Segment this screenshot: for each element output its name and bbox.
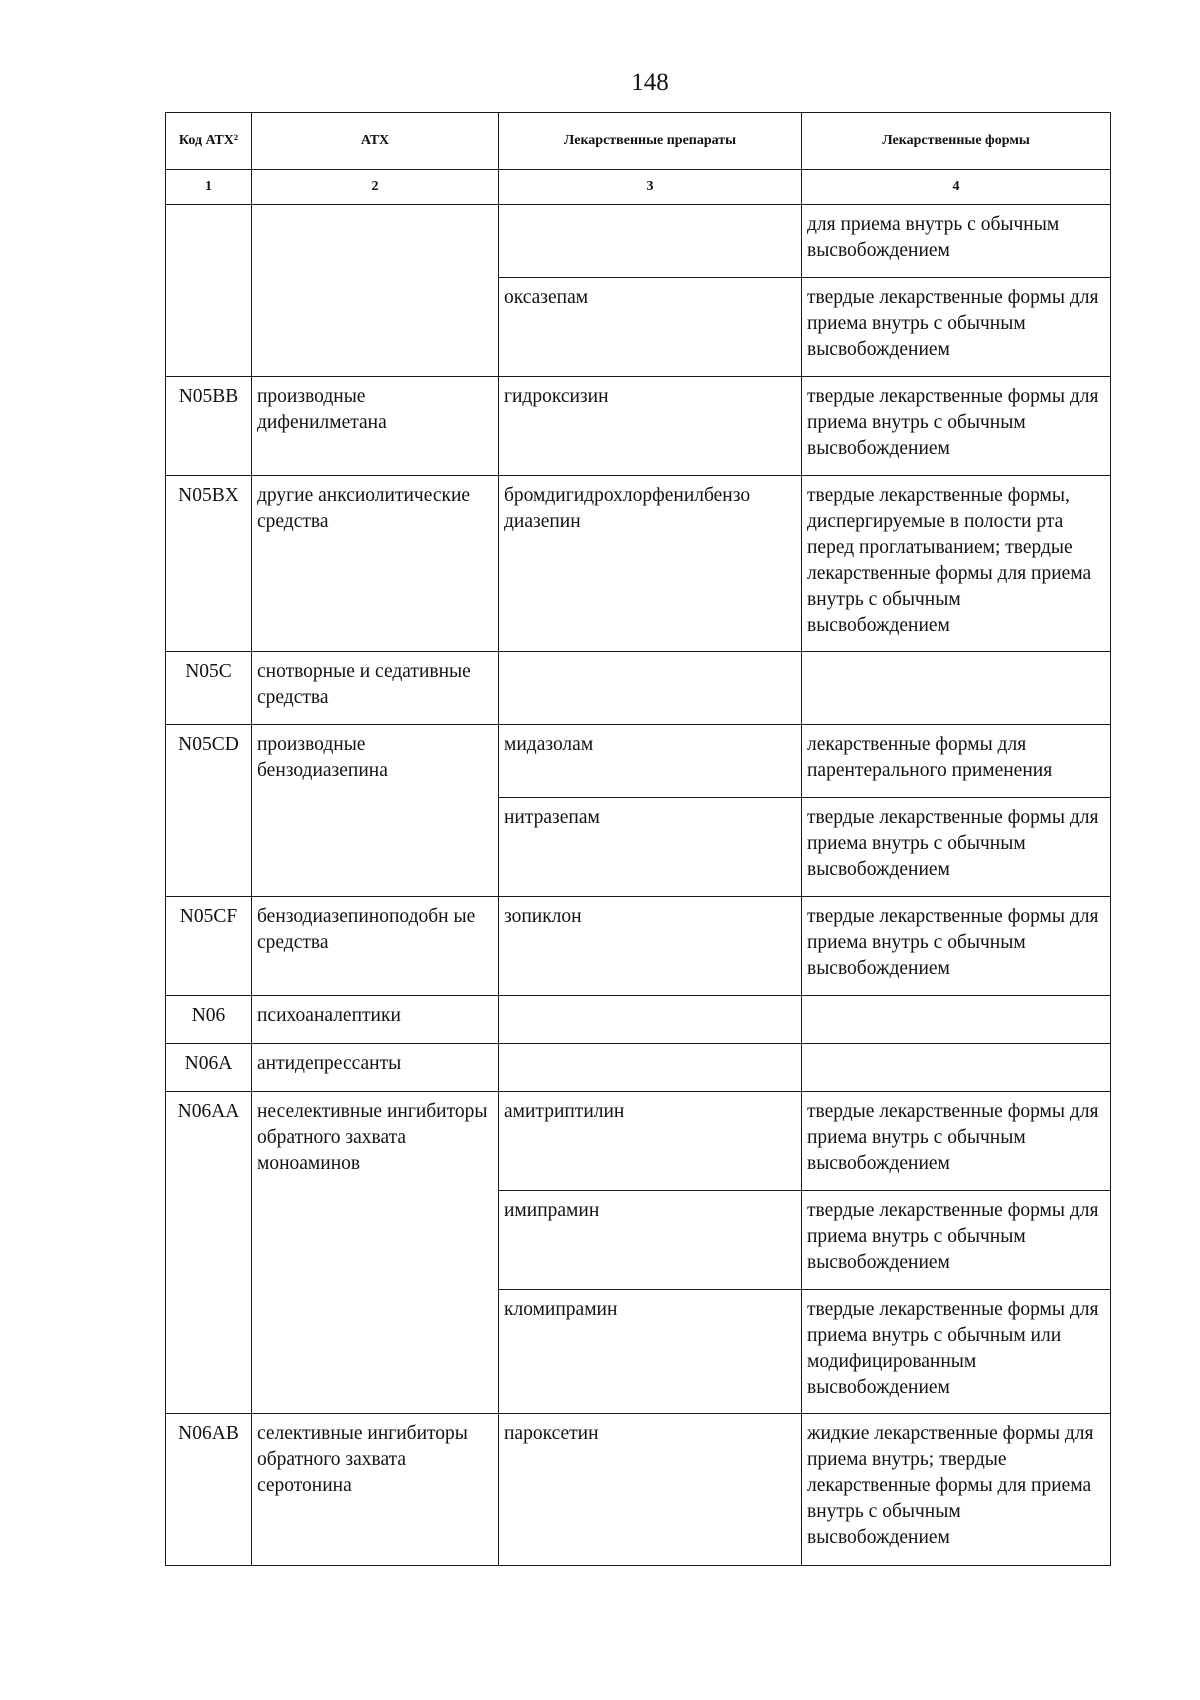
atx-code-cell: N06AB [166, 1414, 252, 1566]
dosage-form-cell: твердые лекарственные формы для приема внутрь с обычным высвобождением [802, 278, 1111, 377]
dosage-form-cell: твердые лекарственные формы для приема внутрь с обычным высвобождением [802, 897, 1111, 996]
dosage-form-cell [802, 652, 1111, 725]
column-number: 2 [252, 170, 499, 205]
atx-name-cell: снотворные и седативные средства [252, 652, 499, 725]
atx-drug-table [165, 112, 1111, 1566]
atx-name-cell: другие анксиолитические средства [252, 476, 499, 652]
atx-code-cell: N05CD [166, 725, 252, 897]
atx-name-cell: производные бензодиазепина [252, 725, 499, 897]
drug-name-cell: зопиклон [499, 897, 802, 996]
drug-name-cell: нитразепам [499, 798, 802, 897]
drug-name-cell: пароксетин [499, 1414, 802, 1566]
column-number-row [166, 170, 1111, 205]
table-row [166, 897, 1111, 996]
atx-code-cell: N06A [166, 1044, 252, 1092]
header-forms: Лекарственные формы [802, 113, 1111, 170]
atx-name-cell [252, 205, 499, 377]
atx-name-cell: селективные ингибиторы обратного захвата серотонина [252, 1414, 499, 1566]
atx-code-cell: N06AA [166, 1092, 252, 1414]
column-number: 3 [499, 170, 802, 205]
dosage-form-cell: твердые лекарственные формы, диспергируемые в полости рта перед проглатыванием; твердые лекарственные формы для приема внутрь с обычным высвобождением [802, 476, 1111, 652]
drug-name-cell: мидазолам [499, 725, 802, 798]
atx-code-cell: N05BB [166, 377, 252, 476]
drug-name-cell: амитриптилин [499, 1092, 802, 1191]
drug-name-cell: гидроксизин [499, 377, 802, 476]
dosage-form-cell: твердые лекарственные формы для приема внутрь с обычным высвобождением [802, 1092, 1111, 1191]
atx-code-cell [166, 205, 252, 377]
table-row [166, 1044, 1111, 1092]
table-row [166, 377, 1111, 476]
dosage-form-cell: лекарственные формы для парентерального применения [802, 725, 1111, 798]
table-row [166, 725, 1111, 798]
atx-name-cell: неселективные ингибиторы обратного захвата моноаминов [252, 1092, 499, 1414]
atx-code-cell: N06 [166, 996, 252, 1044]
header-code: Код АТХ² [166, 113, 252, 170]
dosage-form-cell: твердые лекарственные формы для приема внутрь с обычным высвобождением [802, 377, 1111, 476]
atx-name-cell: психоаналептики [252, 996, 499, 1044]
drug-name-cell: бромдигидрохлорфенилбензо диазепин [499, 476, 802, 652]
dosage-form-cell [802, 996, 1111, 1044]
table-row [166, 652, 1111, 725]
dosage-form-cell: жидкие лекарственные формы для приема внутрь; твердые лекарственные формы для приема внутрь с обычным высвобождением [802, 1414, 1111, 1566]
column-number: 4 [802, 170, 1111, 205]
dosage-form-cell: твердые лекарственные формы для приема внутрь с обычным или модифицированным высвобождением [802, 1290, 1111, 1414]
atx-name-cell: производные дифенилметана [252, 377, 499, 476]
dosage-form-cell: твердые лекарственные формы для приема внутрь с обычным высвобождением [802, 1191, 1111, 1290]
table-header-row [166, 113, 1111, 170]
dosage-form-cell [802, 1044, 1111, 1092]
atx-code-cell: N05CF [166, 897, 252, 996]
drug-name-cell: кломипрамин [499, 1290, 802, 1414]
atx-code-cell: N05BX [166, 476, 252, 652]
header-atx: АТХ [252, 113, 499, 170]
drug-name-cell: оксазепам [499, 278, 802, 377]
column-number: 1 [166, 170, 252, 205]
drug-name-cell [499, 652, 802, 725]
table-row [166, 205, 1111, 278]
table-row [166, 1414, 1111, 1566]
dosage-form-cell: твердые лекарственные формы для приема внутрь с обычным высвобождением [802, 798, 1111, 897]
atx-name-cell: бензодиазепиноподобн ые средства [252, 897, 499, 996]
header-drugs: Лекарственные препараты [499, 113, 802, 170]
drug-name-cell [499, 1044, 802, 1092]
drug-name-cell: имипрамин [499, 1191, 802, 1290]
dosage-form-cell: для приема внутрь с обычным высвобождением [802, 205, 1111, 278]
table-row [166, 476, 1111, 652]
atx-name-cell: антидепрессанты [252, 1044, 499, 1092]
drug-name-cell [499, 996, 802, 1044]
drug-name-cell [499, 205, 802, 278]
atx-code-cell: N05C [166, 652, 252, 725]
table-row [166, 1092, 1111, 1191]
page-number: 148 [631, 69, 669, 96]
table-row [166, 996, 1111, 1044]
